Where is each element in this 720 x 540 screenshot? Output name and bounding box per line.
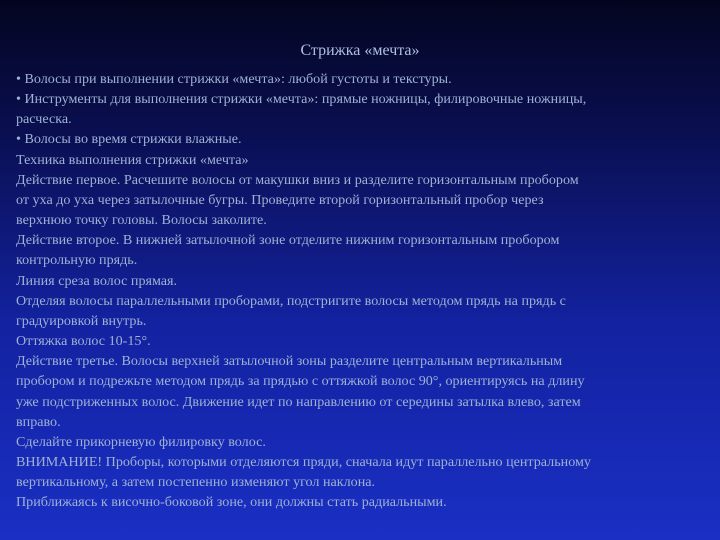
body-line: расческа.: [16, 111, 72, 128]
body-line: пробором и подрежьте методом прядь за прядью с оттяжкой волос 90°, ориентируясь на длину: [16, 373, 585, 390]
body-line: Техника выполнения стрижки «мечта»: [16, 151, 249, 168]
body-line: от уха до уха через затылочные бугры. Проведите второй горизонтальный пробор через: [16, 191, 544, 208]
body-line: Действие первое. Расчешите волосы от макушки вниз и разделите горизонтальным пробором: [16, 171, 579, 188]
body-line: • Волосы во время стрижки влажные.: [16, 131, 242, 148]
body-line: Действие второе. В нижней затылочной зоне отделите нижним горизонтальным пробором: [16, 232, 560, 249]
body-line: уже подстриженных волос. Движение идет по направлению от середины затылка влево, затем: [16, 393, 581, 410]
body-line: Оттяжка волос 10-15°.: [16, 333, 151, 350]
body-line: Приближаясь к височно-боковой зоне, они должны стать радиальными.: [16, 494, 447, 511]
body-line: градуировкой внутрь.: [16, 312, 147, 329]
body-line: • Волосы при выполнении стрижки «мечта»: любой густоты и текстуры.: [16, 71, 452, 87]
body-line: Сделайте прикорневую филировку волос.: [16, 433, 266, 450]
slide-title: Стрижка «мечта»: [300, 42, 420, 59]
body-line: Действие третье. Волосы верхней затылочной зоны разделите центральным вертикальным: [16, 353, 563, 370]
body-line: Линия среза волос прямая.: [16, 272, 178, 289]
body-line: Отделяя волосы параллельными проборами, подстригите волосы методом прядь на прядь с: [16, 292, 566, 309]
body-line: вертикальному, а затем постепенно изменяют угол наклона.: [16, 474, 376, 491]
body-line: контрольную прядь.: [16, 252, 138, 269]
body-line: • Инструменты для выполнения стрижки «мечта»: прямые ножницы, филировочные ножницы,: [16, 91, 587, 108]
body-line: вправо.: [16, 413, 61, 430]
body-line: ВНИМАНИЕ! Проборы, которыми отделяются пряди, сначала идут параллельно центральному: [16, 453, 591, 470]
body-line: верхнюю точку головы. Волосы заколите.: [16, 212, 267, 229]
slide-body: [16, 69, 706, 512]
